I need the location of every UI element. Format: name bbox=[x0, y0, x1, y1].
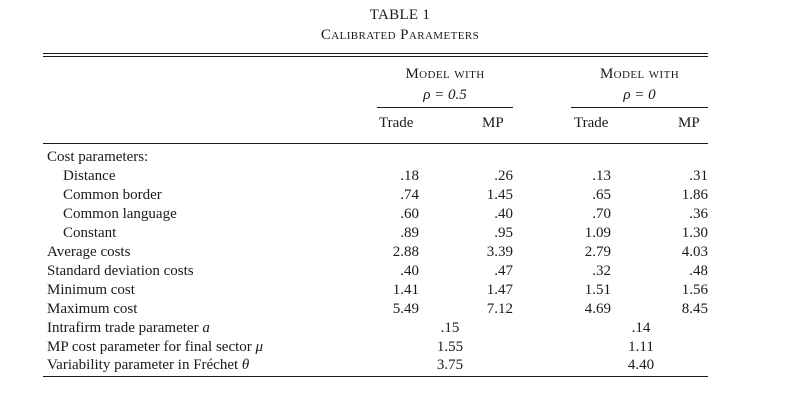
cell-mp-rho05: 7.12 bbox=[486, 301, 513, 317]
cell-rho05: 3.75 bbox=[436, 357, 464, 373]
table-row bbox=[0, 262, 800, 281]
cell-trade-rho0: .13 bbox=[592, 168, 611, 184]
row-symbol: μ bbox=[255, 339, 264, 355]
cell-trade-rho0: 1.09 bbox=[584, 225, 611, 241]
cell-rho05: .15 bbox=[440, 320, 460, 336]
row-label: Distance bbox=[63, 168, 116, 184]
table-row bbox=[0, 319, 800, 338]
group-header-line1: Model with bbox=[599, 66, 680, 82]
row-label: Standard deviation costs bbox=[47, 263, 194, 279]
cell-trade-rho05: 2.88 bbox=[392, 244, 419, 260]
cell-trade-rho05: .18 bbox=[400, 168, 419, 184]
group-header-rho: ρ = 0 bbox=[623, 87, 656, 103]
row-label: Constant bbox=[63, 225, 117, 241]
group-underline bbox=[571, 107, 708, 108]
cell-trade-rho0: 2.79 bbox=[584, 244, 611, 260]
row-label-text: MP cost parameter for final sector bbox=[47, 339, 252, 355]
cell-trade-rho0: .70 bbox=[592, 206, 611, 222]
cell-mp-rho05: .40 bbox=[494, 206, 513, 222]
row-symbol: θ bbox=[241, 357, 250, 373]
table-row bbox=[0, 186, 800, 205]
cell-trade-rho0: .32 bbox=[592, 263, 611, 279]
table-title: TABLE 1 bbox=[369, 7, 431, 23]
cell-mp-rho0: 1.86 bbox=[681, 187, 708, 203]
cell-trade-rho05: 1.41 bbox=[392, 282, 419, 298]
row-label: Minimum cost bbox=[47, 282, 135, 298]
table-row bbox=[0, 356, 800, 375]
cell-mp-rho0: .36 bbox=[689, 206, 708, 222]
table-row bbox=[0, 243, 800, 262]
cell-mp-rho05: 1.47 bbox=[486, 282, 513, 298]
column-header-mp: MP bbox=[678, 115, 700, 131]
cell-trade-rho05: .74 bbox=[400, 187, 419, 203]
table-row bbox=[0, 338, 800, 357]
cell-trade-rho05: 5.49 bbox=[392, 301, 419, 317]
column-header-trade: Trade bbox=[379, 115, 414, 131]
group-header-rho-05 bbox=[377, 64, 513, 106]
table-row bbox=[0, 167, 800, 186]
row-label bbox=[47, 338, 263, 357]
cell-trade-rho0: .65 bbox=[592, 187, 611, 203]
top-rule bbox=[43, 53, 708, 54]
table-subtitle: Calibrated Parameters bbox=[320, 27, 480, 43]
group-underline bbox=[377, 107, 513, 108]
row-label: Common border bbox=[63, 187, 162, 203]
cell-trade-rho05: .89 bbox=[400, 225, 419, 241]
cell-mp-rho0: 1.30 bbox=[681, 225, 708, 241]
cell-mp-rho0: 8.45 bbox=[681, 301, 708, 317]
row-label: Common language bbox=[63, 206, 177, 222]
row-symbol: a bbox=[202, 320, 210, 336]
cell-mp-rho05: .47 bbox=[494, 263, 513, 279]
table-row bbox=[0, 281, 800, 300]
cell-trade-rho05: .40 bbox=[400, 263, 419, 279]
group-header-rho-0 bbox=[571, 64, 708, 106]
row-label bbox=[47, 356, 249, 375]
row-label: Average costs bbox=[47, 244, 131, 260]
cell-trade-rho05: .60 bbox=[400, 206, 419, 222]
cell-trade-rho0: 1.51 bbox=[584, 282, 611, 298]
cell-mp-rho05: .95 bbox=[494, 225, 513, 241]
section-label-row bbox=[0, 148, 800, 167]
header-rule bbox=[43, 143, 708, 144]
cell-mp-rho0: .48 bbox=[689, 263, 708, 279]
cell-mp-rho05: 3.39 bbox=[486, 244, 513, 260]
row-label bbox=[47, 319, 210, 338]
column-header-mp: MP bbox=[482, 115, 504, 131]
cell-rho0: 4.40 bbox=[627, 357, 655, 373]
row-label: Cost parameters: bbox=[47, 149, 149, 165]
cell-mp-rho05: 1.45 bbox=[486, 187, 513, 203]
cell-mp-rho05: .26 bbox=[494, 168, 513, 184]
table-row bbox=[0, 300, 800, 319]
row-label: Maximum cost bbox=[47, 301, 138, 317]
column-header-trade: Trade bbox=[574, 115, 609, 131]
row-label-text: Variability parameter in Fréchet bbox=[47, 357, 239, 373]
bottom-rule bbox=[43, 376, 708, 377]
cell-mp-rho0: 1.56 bbox=[681, 282, 708, 298]
cell-trade-rho0: 4.69 bbox=[584, 301, 611, 317]
cell-rho0: 1.11 bbox=[628, 339, 654, 355]
cell-rho05: 1.55 bbox=[436, 339, 464, 355]
cell-mp-rho0: .31 bbox=[689, 168, 708, 184]
table-row bbox=[0, 224, 800, 243]
table-row bbox=[0, 205, 800, 224]
cell-rho0: .14 bbox=[631, 320, 651, 336]
top-rule-double bbox=[43, 56, 708, 57]
cell-mp-rho0: 4.03 bbox=[681, 244, 708, 260]
group-header-rho: ρ = 0.5 bbox=[423, 87, 467, 103]
group-header-line1: Model with bbox=[405, 66, 485, 82]
row-label-text: Intrafirm trade parameter bbox=[47, 320, 199, 336]
